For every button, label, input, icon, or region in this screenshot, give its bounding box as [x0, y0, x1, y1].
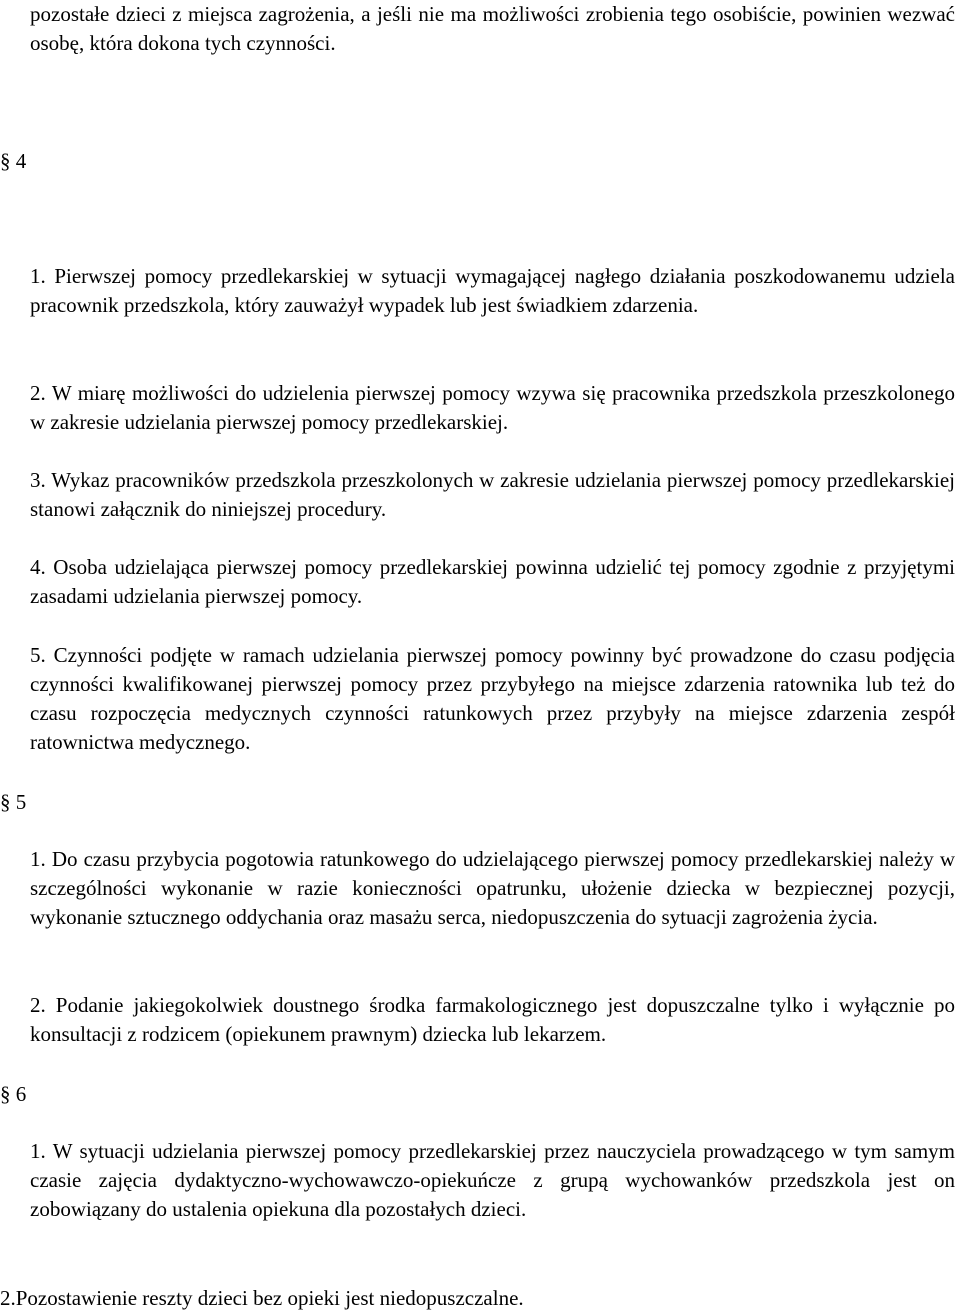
section-5-paragraph-2: 2. Podanie jakiegokolwiek doustnego środka farmakologicznego jest dopuszczalne tylko i wyłącznie po konsultacji z rodzicem (opiekunem prawnym) dziecka lub lekarzem. [30, 993, 955, 1046]
final-paragraph: 2.Pozostawienie reszty dzieci bez opieki jest niedopuszczalne. [0, 1286, 524, 1310]
section-6-heading: § 6 [0, 1082, 27, 1106]
section-5-paragraph-1: 1. Do czasu przybycia pogotowia ratunkowego do udzielającego pierwszej pomocy przedlekarskiej należy w szczególności wykonanie w razie konieczności opatrunku, ułożenie dziecka w bezpiecznej pozycji, wykonanie sztucznego oddychania oraz masażu serca, niedopuszczenia do sytuacji zagrożenia życia. [30, 847, 955, 929]
section-5-heading: § 5 [0, 790, 27, 814]
section-6-paragraph-1: 1. W sytuacji udzielania pierwszej pomocy przedlekarskiej przez nauczyciela prowadzącego w tym samym czasie zajęcia dydaktyczno-wychowawczo-opiekuńcze z grupą wychowanków przedszkola jest on zobowiązany do ustalenia opiekuna dla pozostałych dzieci. [30, 1139, 955, 1221]
section-4-paragraph-2: 2. W miarę możliwości do udzielenia pierwszej pomocy wzywa się pracownika przedszkola przeszkolonego w zakresie udzielania pierwszej pomocy przedlekarskiej. [30, 381, 955, 434]
section-4-paragraph-5: 5. Czynności podjęte w ramach udzielania pierwszej pomocy powinny być prowadzone do czasu podjęcia czynności kwalifikowanej pierwszej pomocy przez przybyłego na miejsce zdarzenia ratownika lub też do czasu rozpoczęcia medycznych czynności ratunkowych przez przybyły na miejsce zdarzenia zespół ratownictwa medycznego. [30, 643, 955, 754]
section-4-paragraph-4: 4. Osoba udzielająca pierwszej pomocy przedlekarskiej powinna udzielić tej pomocy zgodnie z przyjętymi zasadami udzielania pierwszej pomocy. [30, 555, 955, 608]
section-4-paragraph-1: 1. Pierwszej pomocy przedlekarskiej w sytuacji wymagającej nagłego działania poszkodowanemu udziela pracownik przedszkola, który zauważył wypadek lub jest świadkiem zdarzenia. [30, 264, 955, 317]
section-4-paragraph-3: 3. Wykaz pracowników przedszkola przeszkolonych w zakresie udzielania pierwszej pomocy przedlekarskiej stanowi załącznik do niniejszej procedury. [30, 468, 955, 521]
section-4-heading: § 4 [0, 149, 27, 173]
intro-paragraph: pozostałe dzieci z miejsca zagrożenia, a jeśli nie ma możliwości zrobienia tego osobiście, powinien wezwać osobę, która dokona tych czynności. [30, 2, 955, 55]
